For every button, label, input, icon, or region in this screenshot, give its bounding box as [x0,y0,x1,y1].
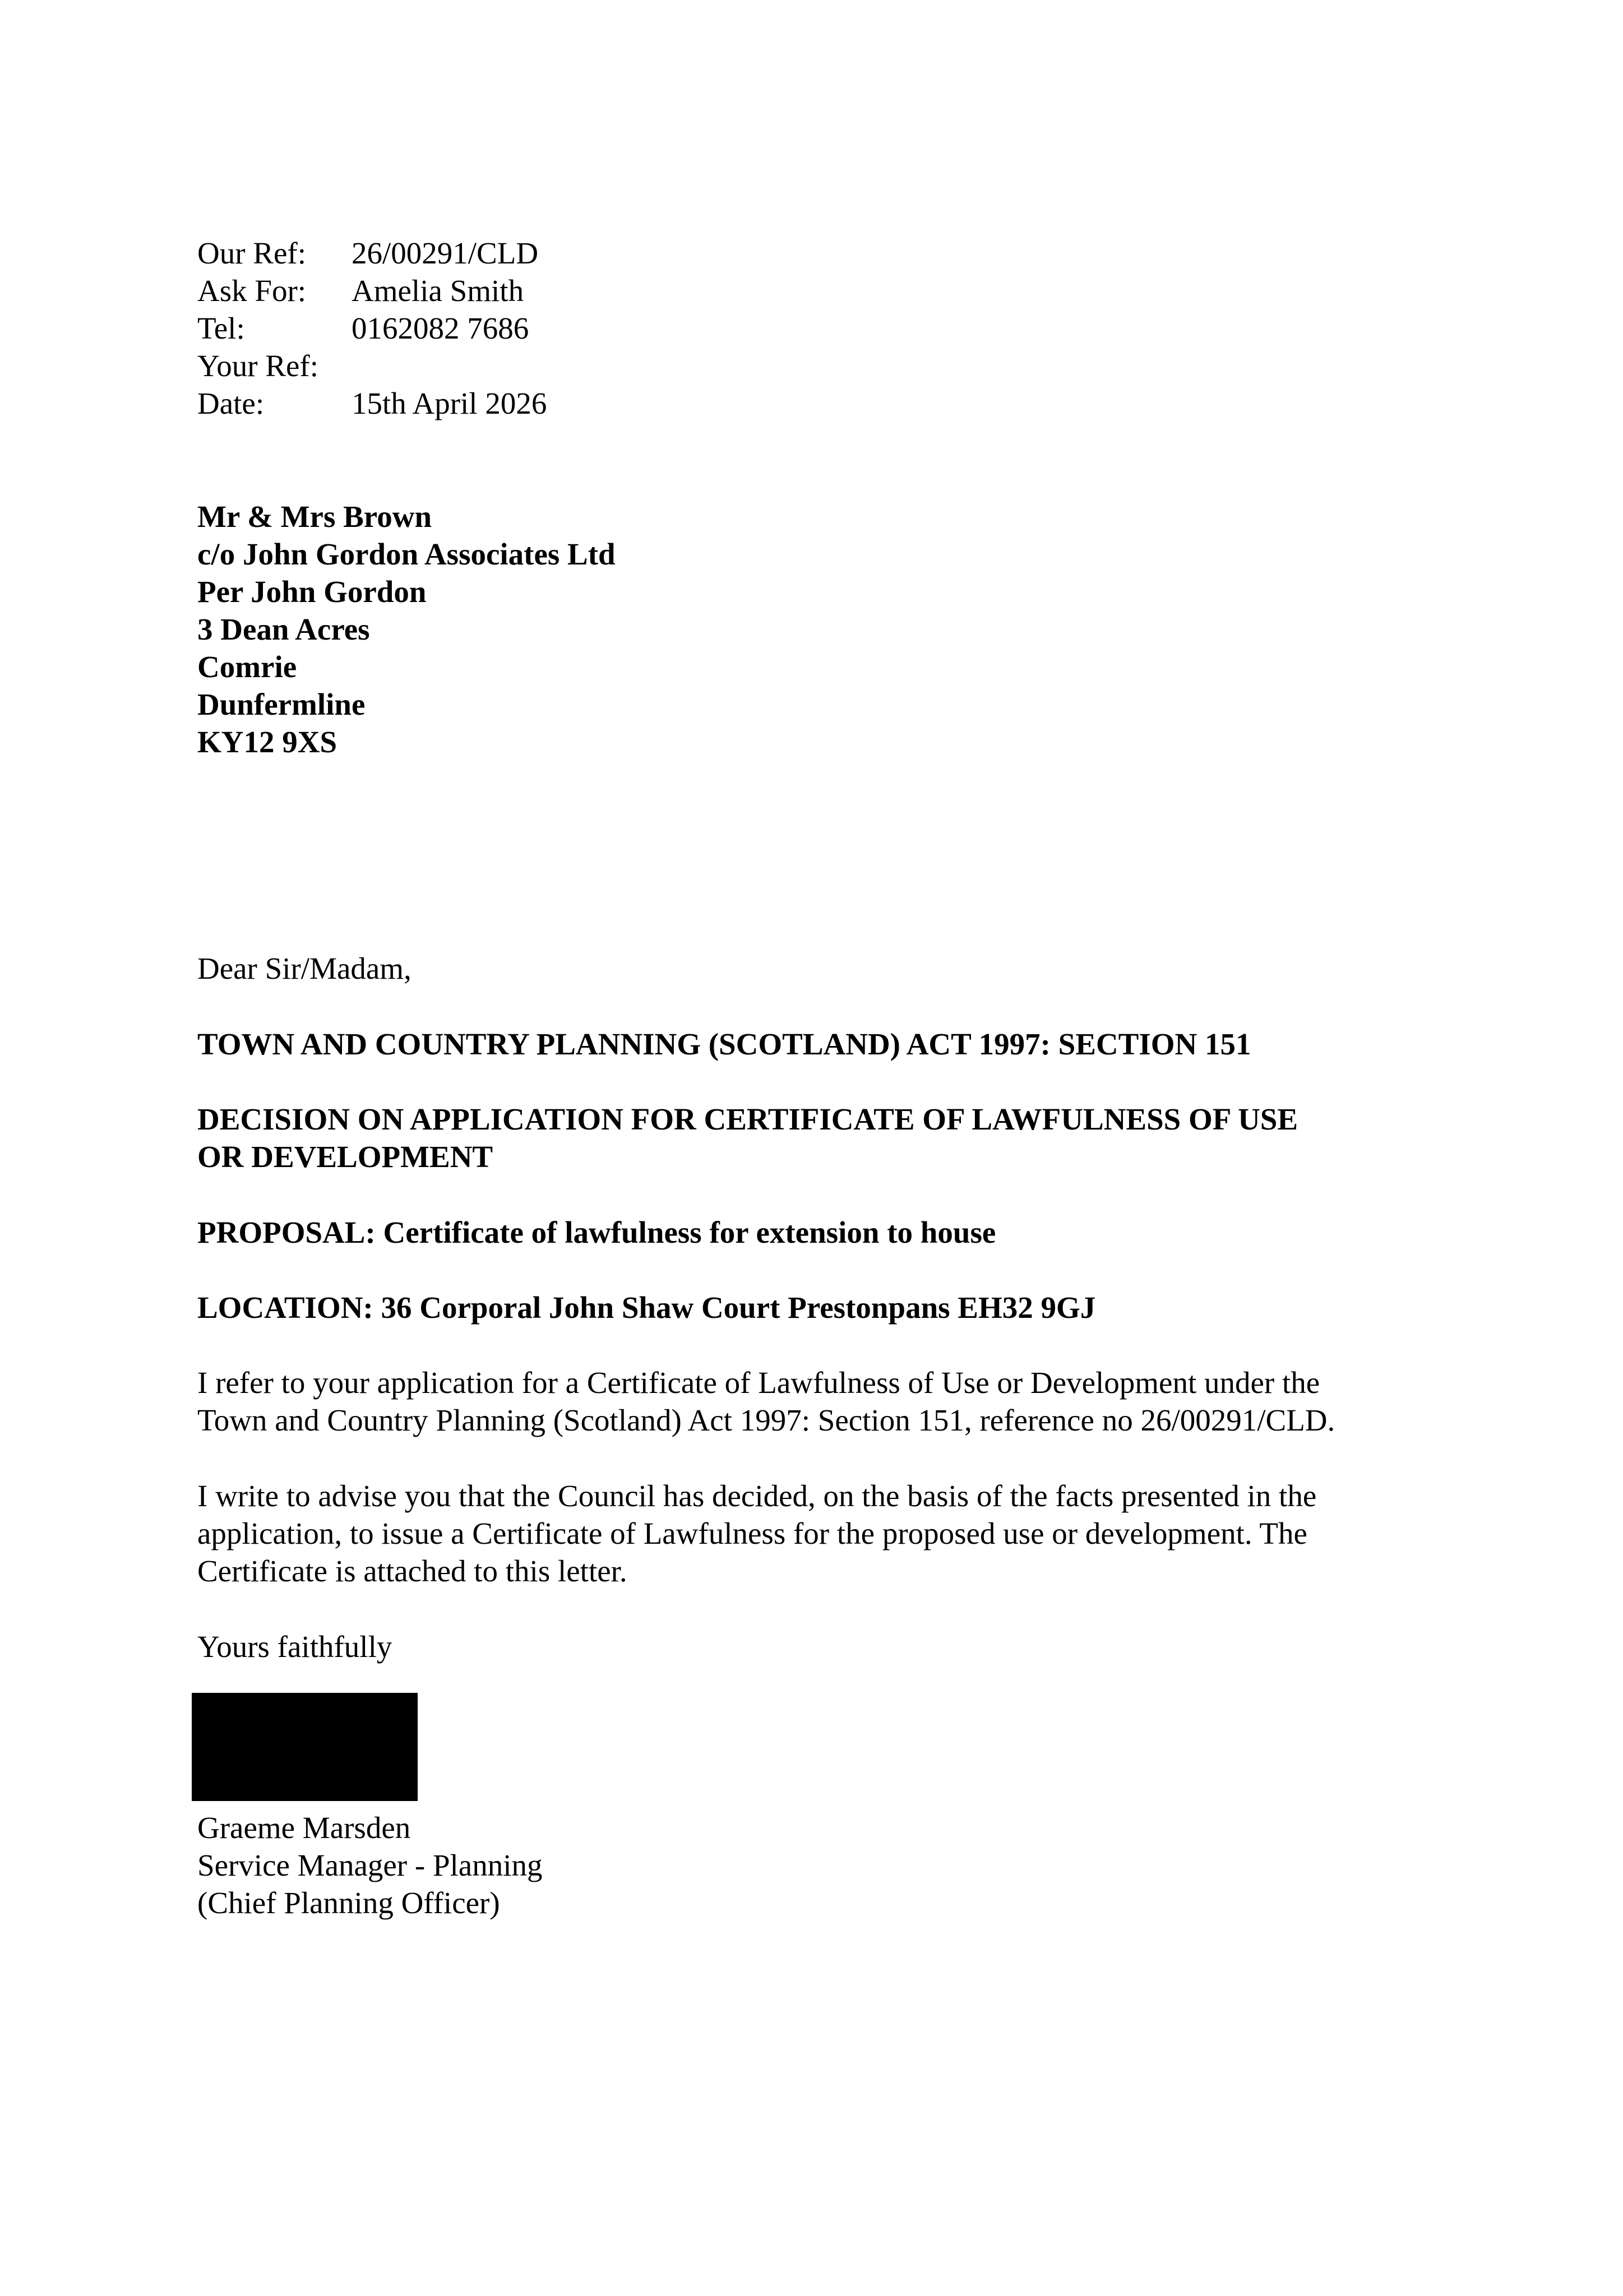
proposal-heading: PROPOSAL: Certificate of lawfulness for extension to house [197,1215,996,1249]
paragraph-line: I write to advise you that the Council has decided, on the basis of the facts presented in the [197,1479,1317,1513]
reference-value: 0162082 7686 [352,311,529,345]
reference-row-ask-for [197,272,547,309]
reference-label: Date: [197,386,265,420]
redacted-signature [192,1693,418,1801]
salutation: Dear Sir/Madam, [197,951,411,985]
address-line: KY12 9XS [197,725,337,759]
address-line: Comrie [197,650,297,684]
signatory-title: Service Manager - Planning [197,1848,543,1882]
reference-label: Our Ref: [197,236,306,270]
paragraph-reference [197,1364,1431,1439]
heading-decision-line: DECISION ON APPLICATION FOR CERTIFICATE OF LAWFULNESS OF USE [197,1102,1298,1136]
paragraph-line: Town and Country Planning (Scotland) Act 1997: Section 151, reference no 26/00291/CLD. [197,1403,1335,1437]
reference-value: 15th April 2026 [352,386,547,420]
reference-row-our-ref [197,234,547,272]
reference-row-date [197,385,547,422]
heading-decision [197,1100,1298,1175]
reference-value: 26/00291/CLD [352,236,539,270]
reference-label: Your Ref: [197,349,318,383]
paragraph-line: Certificate is attached to this letter. [197,1554,627,1588]
paragraph-line: I refer to your application for a Certificate of Lawfulness of Use or Development under the [197,1365,1320,1400]
heading-act: TOWN AND COUNTRY PLANNING (SCOTLAND) ACT 1997: SECTION 151 [197,1027,1251,1061]
reference-row-your-ref [197,347,547,385]
reference-row-tel [197,309,547,347]
address-line: Dunfermline [197,687,366,721]
reference-label: Tel: [197,311,245,345]
location-heading: LOCATION: 36 Corporal John Shaw Court Prestonpans EH32 9GJ [197,1290,1096,1325]
address-line: c/o John Gordon Associates Ltd [197,537,616,571]
address-line: Per John Gordon [197,575,427,609]
signatory-block [197,1809,543,1922]
signatory-role: (Chief Planning Officer) [197,1886,500,1920]
address-line: 3 Dean Acres [197,612,370,646]
paragraph-decision [197,1477,1431,1590]
heading-decision-line: OR DEVELOPMENT [197,1140,493,1174]
signatory-name: Graeme Marsden [197,1811,411,1845]
address-line: Mr & Mrs Brown [197,499,432,534]
paragraph-line: application, to issue a Certificate of Lawfulness for the proposed use or development. The [197,1516,1307,1550]
recipient-address [197,498,616,761]
reference-value: Amelia Smith [352,274,524,308]
closing: Yours faithfully [197,1630,392,1664]
reference-label: Ask For: [197,274,307,308]
reference-table [197,234,547,422]
